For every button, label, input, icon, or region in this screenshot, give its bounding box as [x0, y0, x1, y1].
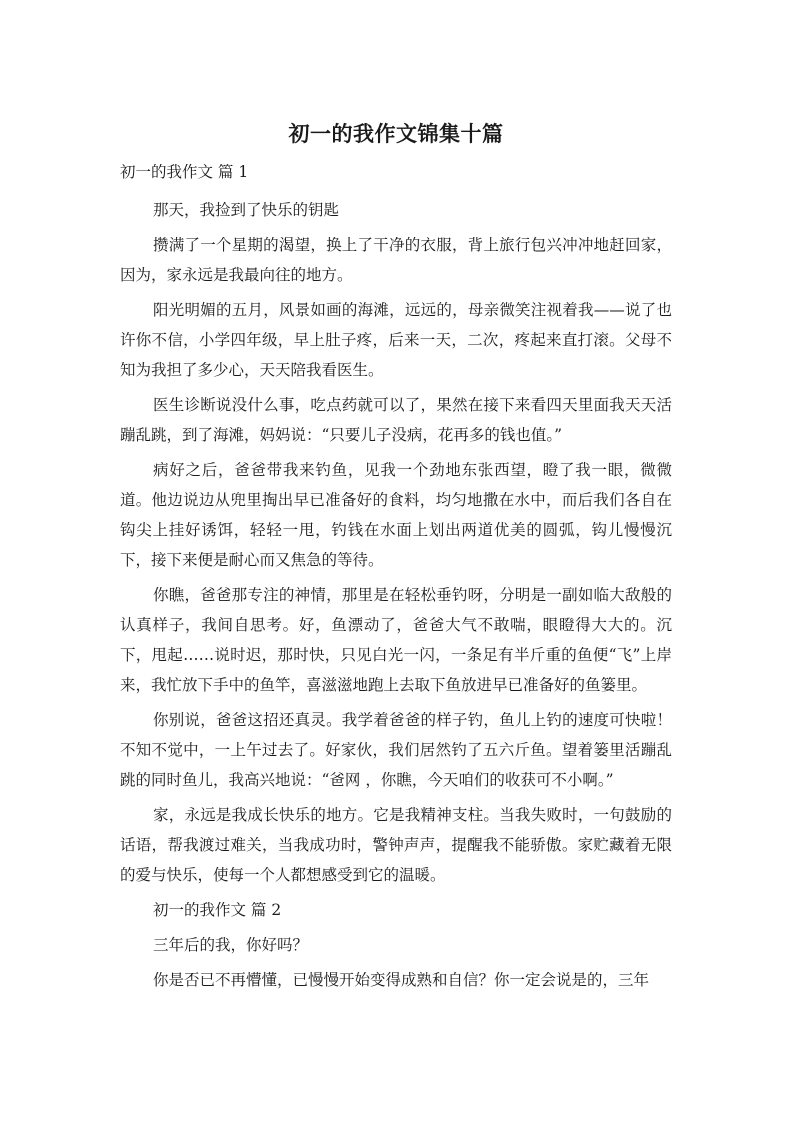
paragraph: 医生诊断说没什么事，吃点药就可以了，果然在接下来看四天里面我天天活蹦乱跳，到了海滩，妈妈说：“只要儿子没病，花再多的钱也值。” — [120, 396, 672, 444]
paragraph: 三年后的我，你好吗？ — [153, 936, 309, 954]
paragraph: 病好之后，爸爸带我来钓鱼，见我一个劲地东张西望，瞪了我一眼，微微道。他边说边从兜里掏出早已准备好的食料，均匀地撒在水中，而后我们各自在钩尖上挂好诱饵，轻轻一甩，钓钱在水面上划出两道优美的圆弧，钩儿慢慢沉下，接下来便是耐心而又焦急的等待。 — [120, 461, 672, 569]
paragraph: 家，永远是我成长快乐的地方。它是我精神支柱。当我失败时，一句鼓励的话语，帮我渡过难关，当我成功时，警钟声声，提醒我不能骄傲。家贮藏着无限的爱与快乐，使每一个人都想感受到它的温暖。 — [120, 806, 672, 884]
section-heading-2: 初一的我作文 篇 2 — [153, 901, 282, 919]
paragraph: 攒满了一个星期的渴望，换上了干净的衣服，背上旅行包兴冲冲地赶回家，因为，家永远是我最向往的地方。 — [120, 236, 672, 284]
paragraph: 你是否已不再懵懂，已慢慢开始变得成熟和自信？你一定会说是的，三年 — [153, 971, 650, 989]
paragraph: 那天，我捡到了快乐的钥匙 — [153, 201, 340, 219]
section-heading-1: 初一的我作文 篇 1 — [120, 163, 249, 181]
paragraph: 阳光明媚的五月，风景如画的海滩，远远的，母亲微笑注视着我——说了也许你不信，小学四年级，早上肚子疼，后来一天，二次，疼起来直打滚。父母不知为我担了多少心，天天陪我看医生。 — [120, 301, 672, 379]
paragraph: 你别说，爸爸这招还真灵。我学着爸爸的样子钓，鱼儿上钓的速度可快啦！不知不觉中，一上午过去了。好家伙，我们居然钓了五六斤鱼。望着篓里活蹦乱跳的同时鱼儿，我高兴地说：“爸网 ，你瞧，今天咱们的收获可不小啊。” — [120, 711, 672, 789]
paragraph: 你瞧，爸爸那专注的神情，那里是在轻松垂钓呀，分明是一副如临大敌般的认真样子，我间自思考。好，鱼漂动了，爸爸大气不敢喘，眼瞪得大大的。沉下，甩起……说时迟，那时快，只见白光一闪，一条足有半斤重的鱼便“飞”上岸来，我忙放下手中的鱼竿，喜滋滋地跑上去取下鱼放进早已准备好的鱼篓里。 — [120, 586, 672, 694]
document-title: 初一的我作文锦集十篇 — [288, 122, 504, 146]
